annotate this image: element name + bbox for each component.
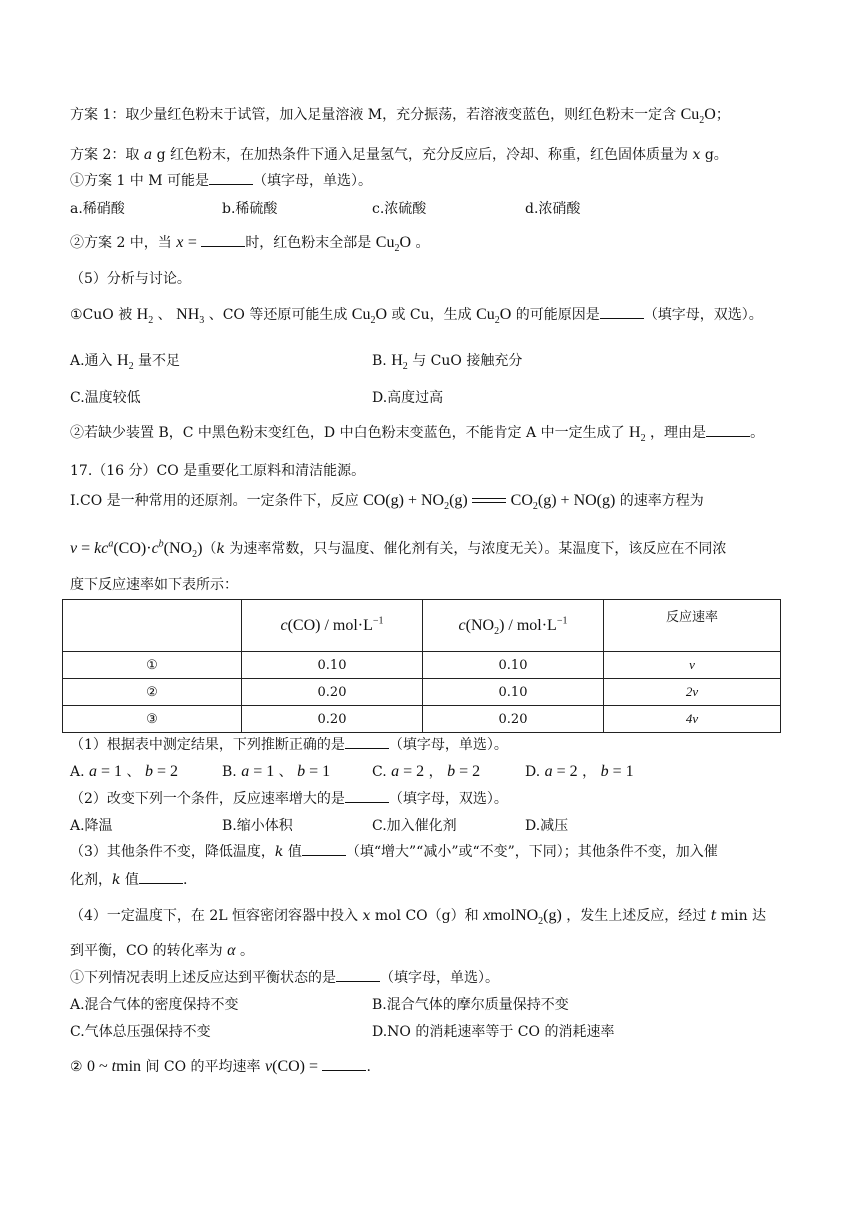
table-header-blank — [63, 600, 242, 652]
table-cell: v — [604, 652, 781, 679]
sub-question-3-line-2: 化剂，k 值 . — [70, 872, 188, 888]
sub-question-4-line-2: 到平衡，CO 的转化率为 α 。 — [70, 942, 254, 959]
table-header-co: $c(CO) / mol\cdot L^{-1}$ — [242, 600, 423, 652]
sub-question-1-stem: （1）根据表中测定结果，下列推断正确的是 （填字母，单选）。 — [70, 737, 508, 753]
q1-option-a: a.稀硝酸 — [70, 201, 125, 217]
table-cell: 0.20 — [423, 706, 604, 733]
sub-question-4-2-stem: ② 0 ~ tmin 间 CO 的平均速率 v(CO) = . — [70, 1058, 371, 1075]
q1-option-d: d.浓硝酸 — [525, 201, 581, 217]
q5-1-option-c: C.温度较低 — [70, 390, 141, 406]
rate-equation-cont: 度下反应速率如下表所示： — [70, 577, 238, 593]
table-cell: ② — [63, 679, 242, 706]
table-cell: 0.20 — [242, 679, 423, 706]
question-5-2-stem: ②若缺少装置 B，C 中黑色粉末变红色，D 中白色粉末变蓝色，不能肯定 A 中一定生成了 $H_2$ ，理由是 。 — [70, 424, 765, 445]
table-cell: 0.10 — [423, 679, 604, 706]
rate-data-table — [62, 599, 781, 733]
scheme-2-text: 方案 2：取 a g 红色粉末，在加热条件下通入足量氢气，充分反应后，冷却、称重，红色固体质量为 x g。 — [70, 147, 728, 163]
table-cell: 2v — [604, 679, 781, 706]
problem-17-intro: I.CO 是一种常用的还原剂。一定条件下，反应 $CO(g) + NO_2(g) CO_2(g) + NO(g)$ 的速率方程为 — [70, 492, 704, 513]
sq4-option-c: C.气体总压强保持不变 — [70, 1024, 211, 1040]
scheme-1-text: 方案 1：取少量红色粉末于试管，加入足量溶液 M，充分振荡，若溶液变蓝色，则红色粉末一定含 $Cu_2O$； — [70, 106, 730, 127]
table-row — [63, 652, 781, 679]
sub-question-2-stem: （2）改变下列一个条件，反应速率增大的是 （填字母，双选）。 — [70, 791, 508, 807]
table-row — [63, 679, 781, 706]
table-row — [63, 706, 781, 733]
equilibrium-arrow-icon — [472, 496, 506, 506]
question-5-1-stem: ①CuO 被 $H_2$ 、 $NH_3$ 、CO 等还原可能生成 $Cu_2O$ 或 Cu，生成 $Cu_2O$ 的可能原因是 （填字母，双选）。 — [70, 306, 763, 327]
q5-1-option-d: D.高度过高 — [372, 390, 444, 406]
question-2-stem: ②方案 2 中，当 x = 时，红色粉末全部是 $Cu_2O$ 。 — [70, 234, 430, 255]
q1-option-c: c.浓硫酸 — [372, 201, 427, 217]
table-cell: 4v — [604, 706, 781, 733]
sq1-option-c: C. a = 2 ， b = 2 — [372, 763, 481, 780]
section-5-title: （5）分析与讨论。 — [70, 271, 191, 287]
table-cell: ③ — [63, 706, 242, 733]
table-cell: 0.10 — [423, 652, 604, 679]
sq1-option-b: B. a = 1 、 b = 1 — [222, 763, 331, 780]
table-header-rate: 反应速率 — [604, 600, 781, 652]
sub-question-4-1-stem: ①下列情况表明上述反应达到平衡状态的是 （填字母，单选）。 — [70, 970, 499, 986]
sub-question-3-line-1: （3）其他条件不变，降低温度，k 值 （填“增大”“减小”或“不变”，下同）；其他条件不变，加入催 — [70, 844, 718, 860]
q5-1-option-b: B. $H_2$ 与 CuO 接触充分 — [372, 352, 523, 373]
rate-equation: $v = kc^a(CO)\cdot c^b(NO_2)(k$ 为速率常数，只与温度、催化剂有关，与浓度无关）。某温度下，该反应在不同浓 — [70, 538, 727, 561]
table-header-no2: $c(NO_2) / mol\cdot L^{-1}$ — [423, 600, 604, 652]
sq2-option-d: D.减压 — [525, 818, 569, 834]
sq4-option-a: A.混合气体的密度保持不变 — [70, 997, 239, 1013]
table-cell: 0.20 — [242, 706, 423, 733]
sq2-option-a: A.降温 — [70, 818, 113, 834]
question-1-stem: ①方案 1 中 M 可能是 （填字母，单选）。 — [70, 173, 373, 189]
sq4-option-d: D.NO 的消耗速率等于 CO 的消耗速率 — [372, 1024, 615, 1040]
sq2-option-b: B.缩小体积 — [222, 818, 293, 834]
q1-option-b: b.稀硫酸 — [222, 201, 278, 217]
sq1-option-a: A. a = 1 、 b = 2 — [70, 763, 178, 780]
sq4-option-b: B.混合气体的摩尔质量保持不变 — [372, 997, 569, 1013]
q5-1-option-a: A.通入 $H_2$ 量不足 — [70, 352, 181, 373]
table-cell: 0.10 — [242, 652, 423, 679]
sq1-option-d: D. a = 2 ， b = 1 — [525, 763, 634, 780]
table-cell: ① — [63, 652, 242, 679]
problem-17-title: 17.（16 分）CO 是重要化工原料和清洁能源。 — [70, 463, 366, 479]
sq2-option-c: C.加入催化剂 — [372, 818, 457, 834]
sub-question-4-line-1: （4）一定温度下，在 2L 恒容密闭容器中投入 x mol CO（g）和 xmolNO$_2$(g) ，发生上述反应，经过 t min 达 — [70, 907, 767, 928]
